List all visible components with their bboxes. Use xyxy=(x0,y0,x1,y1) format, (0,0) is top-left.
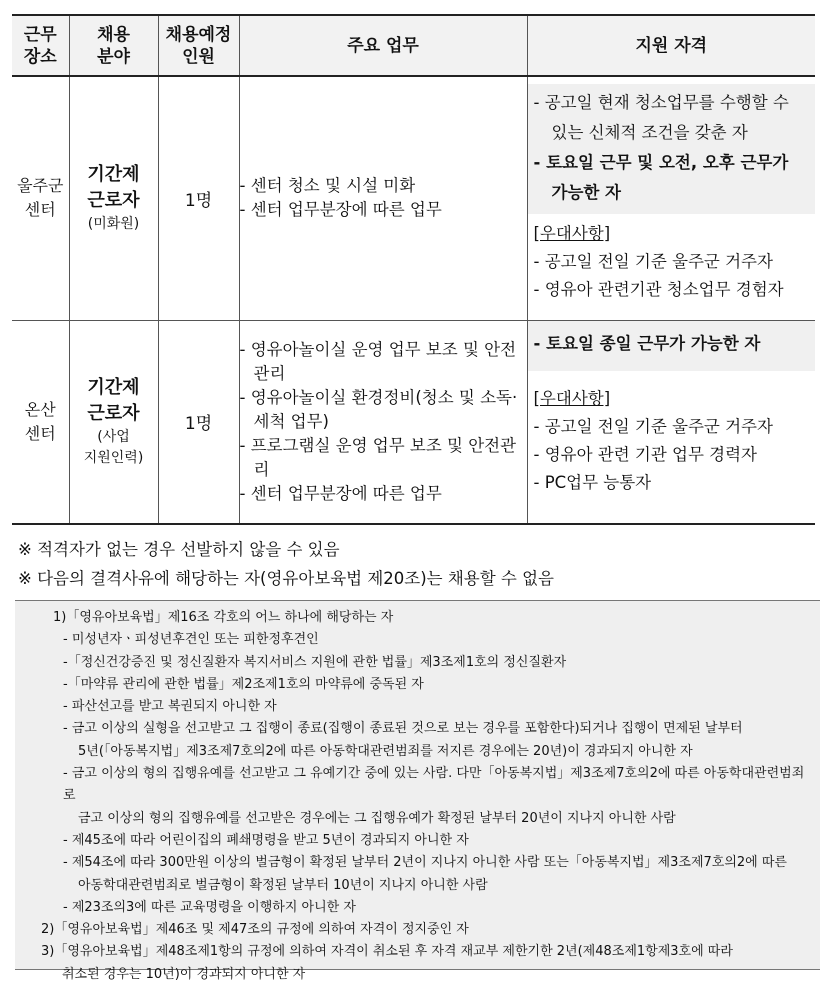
disqualification-subitem: - 파산선고를 받고 복권되지 아니한 자 xyxy=(63,699,277,715)
disqualification-subitem-cont: 아동학대관련범죄로 벌금형이 확정된 날부터 10년이 지나지 아니한 사람 xyxy=(78,877,488,893)
qualification-required xyxy=(528,321,816,371)
field-subtitle: (미화원) xyxy=(87,215,140,232)
duty-item: - 영유아놀이실 운영 업무 보조 및 안전관리 xyxy=(239,339,517,383)
disqualification-subitem: - 금고 이상의 형의 집행유예를 선고받고 그 유예기간 중에 있는 사람. 다만「아동복지법」제3조제7호의2에 따른 아동학대관련범죄로 xyxy=(63,766,805,804)
duty-item: - 프로그램실 운영 업무 보조 및 안전관리 xyxy=(239,435,517,479)
qualification-bold-text: - 토요일 종일 근무가 가능한 자 xyxy=(533,333,761,353)
preference-section xyxy=(528,371,816,505)
duty-item: - 센터 청소 및 시설 미화 xyxy=(239,176,416,196)
disqualification-item: 2)「영유아보육법」제46조 및 제47조의 규정에 의하여 자격이 정지중인 자 xyxy=(41,922,469,938)
notes-section xyxy=(18,535,554,593)
preference-item: - PC업무 능통자 xyxy=(533,472,652,492)
count-cell: 1명 xyxy=(158,76,239,320)
duty-item: - 센터 업무분장에 따른 업무 xyxy=(239,483,442,503)
disqualification-subitem: - 제45조에 따라 어린이집의 폐쇄명령을 받고 5년이 경과되지 아니한 자 xyxy=(63,832,469,848)
place-cell: 울주군 센터 xyxy=(12,76,69,320)
disqualification-subitem: -「정신건강증진 및 정신질환자 복지서비스 지원에 관한 법률」제3조제1호의 정신질환자 xyxy=(63,654,567,670)
note-item: ※ 적격자가 없는 경우 선발하지 않을 수 있음 xyxy=(18,540,340,559)
preference-header: [우대사항] xyxy=(533,388,611,408)
recruitment-table xyxy=(12,14,815,525)
preference-item: - 공고일 전일 기준 울주군 거주자 xyxy=(533,252,773,272)
disqualification-box xyxy=(15,600,820,982)
preference-section xyxy=(528,214,816,312)
field-subtitle: (사업 지원인력) xyxy=(83,428,144,466)
field-cell xyxy=(69,320,158,524)
disqualification-item: 1)「영유아보육법」제16조 각호의 어느 하나에 해당하는 자 xyxy=(53,610,394,625)
duty-item: - 영유아놀이실 환경정비(청소 및 소독·세척 업무) xyxy=(239,387,518,431)
table-header-row xyxy=(12,15,815,76)
disqualification-subitem: - 미성년자ㆍ피성년후견인 또는 피한정후견인 xyxy=(63,632,319,648)
count-cell: 1명 xyxy=(158,320,239,524)
disqualification-subitem-cont: 5년(「아동복지법」제3조제7호의2에 따른 아동학대관련범죄를 저지른 경우에는 20년)이 경과되지 아니한 자 xyxy=(78,743,693,759)
table-row xyxy=(12,76,815,320)
note-item: ※ 다음의 결격사유에 해당하는 자(영유아보육법 제20조)는 채용할 수 없음 xyxy=(18,569,554,588)
disqualification-item: 3)「영유아보육법」제48조제1항의 규정에 의하여 자격이 취소된 후 자격 재교부 제한기한 2년(제48조제1항제3호에 따라 xyxy=(41,944,733,960)
disqualification-subitem-cont: 금고 이상의 형의 집행유예를 선고받은 경우에는 그 집행유예가 확정된 날부터 20년이 지나지 아니한 사람 xyxy=(78,810,676,826)
qualification-bold-text: - 토요일 근무 및 오전, 오후 근무가 가능한 자 xyxy=(533,153,789,203)
field-cell xyxy=(69,76,158,320)
header-field: 채용 분야 xyxy=(69,15,158,76)
preference-item: - 영유아 관련기관 청소업무 경험자 xyxy=(533,280,784,300)
qualification-item: - 공고일 현재 청소업무를 수행할 수 있는 신체적 조건을 갖춘 자 xyxy=(533,93,789,143)
header-place: 근무 장소 xyxy=(12,15,69,76)
qualification-item-bold xyxy=(534,148,810,208)
duties-cell xyxy=(239,76,527,320)
field-title: 기간제 근로자 xyxy=(87,376,140,424)
table-row xyxy=(12,320,815,524)
qualifications-cell xyxy=(527,76,815,320)
qualifications-cell xyxy=(527,320,815,524)
duty-item: - 센터 업무분장에 따른 업무 xyxy=(239,200,442,220)
disqualification-subitem: - 제23조의3에 따른 교육명령을 이행하지 아니한 자 xyxy=(63,899,356,915)
qualification-item-bold xyxy=(534,329,810,359)
preference-item: - 공고일 전일 기준 울주군 거주자 xyxy=(533,416,773,436)
place-cell: 온산 센터 xyxy=(12,320,69,524)
preference-header: [우대사항] xyxy=(533,224,611,244)
field-title: 기간제 근로자 xyxy=(87,163,140,211)
duties-cell xyxy=(239,320,527,524)
header-duties: 주요 업무 xyxy=(239,15,527,76)
disqualification-item-cont: 취소된 경우는 10년)이 경과되지 아니한 자 xyxy=(62,966,306,982)
header-qualifications: 지원 자격 xyxy=(527,15,815,76)
disqualification-subitem: - 금고 이상의 실형을 선고받고 그 집행이 종료(집행이 종료된 것으로 보는 경우를 포함한다)되거나 집행이 면제된 날부터 xyxy=(63,721,743,737)
disqualification-subitem: -「마약류 관리에 관한 법률」제2조제1호의 마약류에 중독된 자 xyxy=(63,676,424,692)
qualification-required xyxy=(528,84,816,214)
disqualification-subitem: - 제54조에 따라 300만원 이상의 벌금형이 확정된 날부터 2년이 지나지 아니한 사람 또는「아동복지법」제3조제7호의2에 따른 xyxy=(63,855,787,871)
header-count: 채용예정 인원 xyxy=(158,15,239,76)
recruitment-table-wrapper xyxy=(12,14,815,525)
preference-item: - 영유아 관련 기관 업무 경력자 xyxy=(533,444,757,464)
